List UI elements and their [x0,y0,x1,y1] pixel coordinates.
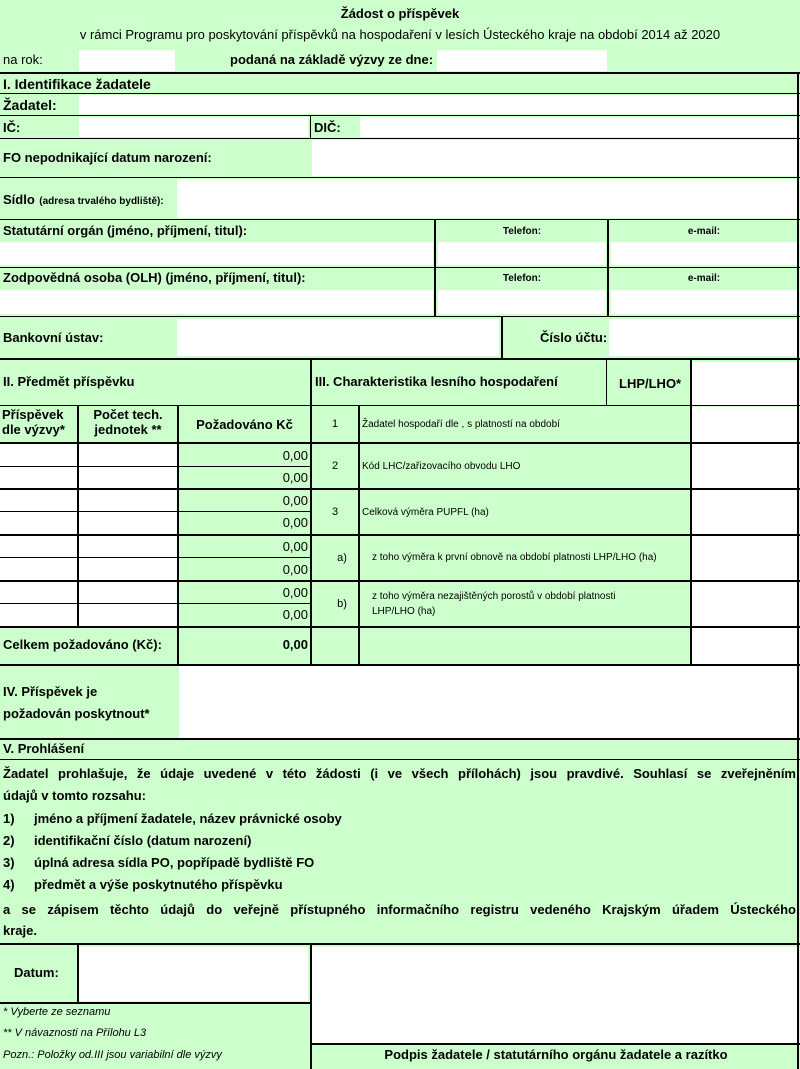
ic-field[interactable] [79,117,308,137]
declaration-item-number: 2) [3,833,15,848]
year-field[interactable] [79,50,175,71]
col-header-contribution-line1: Příspěvek [2,407,64,422]
char-row-value[interactable] [692,628,797,664]
date-label: Datum: [14,965,59,980]
requested-amount: 0,00 [282,493,308,508]
signature-label: Podpis žadatele / statutárního orgánu žadatele a razítko [384,1047,728,1062]
seat-note: (adresa trvalého bydliště): [39,196,164,207]
units-cell[interactable] [79,604,177,626]
requested-amount: 0,00 [282,607,308,622]
declaration-item-text: jméno a příjmení žadatele, název právnické osoby [34,811,342,826]
bank-field[interactable] [177,319,499,356]
declaration-item-number: 1) [3,811,15,826]
statutory-email-label: e-mail: [687,226,721,237]
units-cell[interactable] [79,536,177,557]
statutory-label: Statutární orgán (jméno, příjmení, titul): [3,223,248,238]
declaration-outro-line2: kraje. [3,923,37,938]
declaration-item-text: identifikační číslo (datum narození) [34,833,252,848]
col-header-units [79,408,177,438]
ic-label: IČ: [3,120,21,135]
signature-field[interactable] [312,947,797,1043]
responsible-phone-field[interactable] [438,290,606,314]
requested-amount: 0,00 [282,515,308,530]
declaration-intro-line2: údajů v tomto rozsahu: [3,788,146,803]
account-field[interactable] [609,319,797,356]
seat-field[interactable] [177,179,797,218]
char-row-text-line2: LHP/LHO (ha) [372,606,436,617]
char-row-text: Kód LHC/zařizovacího obvodu LHO [362,461,521,472]
char-row-value[interactable] [692,444,797,488]
contribution-cell[interactable] [0,604,77,626]
char-row-number: a) [337,552,347,564]
char-row-value[interactable] [692,490,797,534]
units-cell[interactable] [79,582,177,603]
responsible-field[interactable] [0,290,433,314]
char-row-value[interactable] [692,536,797,580]
contribution-cell[interactable] [0,444,77,466]
col-header-units-line1: Počet tech. [93,407,163,422]
total-value: 0,00 [282,637,308,652]
footnote-variable: Pozn.: Položky od.III jsou variabilní dle výzvy [3,1049,222,1061]
units-cell[interactable] [79,558,177,580]
birth-date-field[interactable] [312,140,797,176]
requested-amount: 0,00 [282,448,308,463]
requested-amount: 0,00 [282,470,308,485]
seat-label: Sídlo [3,192,35,207]
account-label: Číslo účtu: [540,330,608,345]
col-header-requested: Požadováno Kč [196,417,293,432]
footnote-annex: ** V návaznosti na Přílohu L3 [3,1027,147,1039]
section-4-label-line2: požadován poskytnout* [3,706,150,722]
lhp-lho-label: LHP/LHO* [619,376,682,391]
date-field[interactable] [79,947,308,1001]
contribution-cell[interactable] [0,582,77,603]
section-4-label [3,681,150,725]
contribution-cell[interactable] [0,536,77,557]
total-label: Celkem požadováno (Kč): [3,637,162,652]
contribution-cell[interactable] [0,558,77,580]
footnote-select: * Vyberte ze seznamu [3,1006,111,1018]
requested-amount: 0,00 [282,585,308,600]
statutory-phone-field[interactable] [438,242,606,265]
call-date-field[interactable] [437,50,607,71]
form-title: Žádost o příspěvek [340,6,460,21]
char-row-number: 2 [331,460,339,472]
units-cell[interactable] [79,444,177,466]
units-cell[interactable] [79,490,177,511]
requested-amount: 0,00 [282,562,308,577]
responsible-email-field[interactable] [611,290,797,314]
responsible-phone-label: Telefon: [502,273,542,284]
char-row-text [372,589,615,619]
responsible-label: Zodpovědná osoba (OLH) (jméno, příjmení, titul): [3,270,306,285]
section-4-label-line1: IV. Příspěvek je [3,684,98,699]
dic-field[interactable] [360,117,797,137]
char-row-value[interactable] [692,582,797,626]
statutory-phone-label: Telefon: [502,226,542,237]
statutory-email-field[interactable] [611,242,797,265]
section-1-heading: I. Identifikace žadatele [3,76,151,92]
char-row-text-line1: z toho výměra nezajištěných porostů v období platnosti [372,591,616,602]
char-row-number: b) [337,598,347,610]
col-header-units-line2: jednotek ** [94,421,162,437]
section-2-heading: II. Předmět příspěvku [3,374,135,389]
char-row-number: 1 [331,418,339,430]
section-3-heading: III. Charakteristika lesního hospodaření [315,374,558,389]
char-row-text: Žadatel hospodaří dle , s platností na období [362,419,560,430]
statutory-field[interactable] [0,242,433,265]
char-row-number: 3 [331,506,339,518]
contribution-cell[interactable] [0,490,77,511]
call-date-label: podaná na základě výzvy ze dne: [230,52,434,67]
char-row-text: z toho výměra k první obnově na období platnosti LHP/LHO (ha) [372,552,657,563]
dic-label: DIČ: [314,120,341,135]
col-header-contribution-line2: dle výzvy* [2,421,65,437]
requested-amount: 0,00 [282,539,308,554]
provision-method-select[interactable] [179,666,797,738]
lhp-lho-select[interactable] [692,362,797,405]
col-header-contribution [2,408,65,438]
form-subtitle: v rámci Programu pro poskytování příspěvků na hospodaření v lesích Ústeckého kraje na období 2014 až 2020 [79,27,721,42]
responsible-email-label: e-mail: [687,273,721,284]
applicant-label: Žadatel: [3,97,57,113]
contribution-cell[interactable] [0,512,77,534]
year-label: na rok: [3,52,43,67]
declaration-item-number: 4) [3,877,15,892]
char-row-text: Celková výměra PUPFL (ha) [362,507,489,518]
birth-date-label: FO nepodnikající datum narození: [3,150,212,165]
section-5-heading: V. Prohlášení [3,741,85,756]
char-row-value[interactable] [692,407,797,442]
declaration-outro-line1: a se zápisem těchto údajů do veřejně přístupného informačního registru vedeného Krajským úřadem Ústeckého [3,902,796,917]
units-cell[interactable] [79,512,177,534]
units-cell[interactable] [79,467,177,488]
declaration-item-text: úplná adresa sídla PO, popřípadě bydliště FO [34,855,315,870]
declaration-intro-line1: Žadatel prohlašuje, že údaje uvedené v této žádosti (i ve všech přílohách) jsou pravdivé. Souhlasí se zveřejněním [3,766,796,781]
bank-label: Bankovní ústav: [3,330,104,345]
declaration-item-text: předmět a výše poskytnutého příspěvku [34,877,283,892]
contribution-cell[interactable] [0,467,77,488]
applicant-field[interactable] [79,95,797,114]
declaration-item-number: 3) [3,855,15,870]
